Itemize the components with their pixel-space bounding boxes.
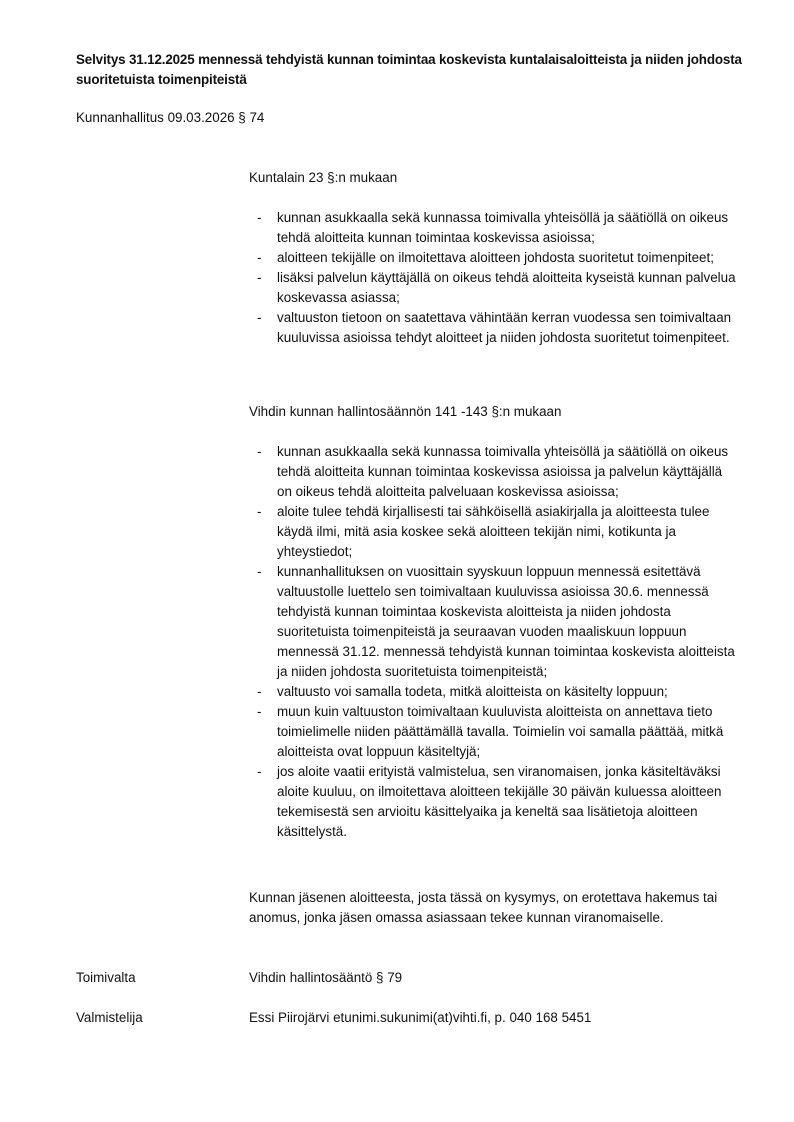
document-title: Selvitys 31.12.2025 mennessä tehdyistä kunnan toimintaa koskevista kuntalaisaloitteista ja niiden johdosta suoritetuista toimenpiteistä xyxy=(76,52,742,87)
dash-bullet: - xyxy=(257,310,262,325)
list-item xyxy=(249,682,739,702)
section1-list xyxy=(249,208,739,348)
list-item xyxy=(249,268,739,308)
list-item-text: aloite tulee tehdä kirjallisesti tai sähköisellä asiakirjalla ja aloitteesta tulee käydä ilmi, mitä asia koskee sekä aloitteen tekijän nimi, kotikunta ja yhteystiedot; xyxy=(277,504,710,559)
list-item-text: jos aloite vaatii erityistä valmistelua, sen viranomaisen, jonka käsiteltäväksi aloite kuuluu, on ilmoitettava aloitteen tekijälle 30 päivän kuluessa aloitteen tekemisestä sen arvioitu käsittelyaika ja keneltä saa lisätietoja aloitteen käsittelystä. xyxy=(277,764,722,839)
list-item-text: kunnan asukkaalla sekä kunnassa toimivalla yhteisöllä ja säätiöllä on oikeus tehdä aloitteita kunnan toimintaa koskevissa asioissa ja palvelun käyttäjällä on oikeus tehdä aloitteita palveluaan koskevissa asioissa; xyxy=(277,444,729,499)
closing-paragraph: Kunnan jäsenen aloitteesta, josta tässä on kysymys, on erotettava hakemus tai anomus, jonka jäsen omassa asiassaan tekee kunnan viranomaiselle. xyxy=(249,890,718,925)
dash-bullet: - xyxy=(257,504,262,519)
list-item xyxy=(249,442,739,502)
list-item-text: aloitteen tekijälle on ilmoitettava aloitteen johdosta suoritetut toimenpiteet; xyxy=(277,250,714,265)
field-label-valmistelija: Valmistelija xyxy=(76,1010,143,1025)
list-item-text: kunnanhallituksen on vuosittain syyskuun loppuun mennessä esitettävä valtuustolle luettelo sen toimivaltaan kuuluvissa asioissa 30.6. mennessä tehdyistä kunnan toimintaa koskevista aloitteista ja niiden johdosta suoritetuista toimenpiteistä ja seuraavan vuoden maaliskuun loppuun mennessä 31.12. mennessä tehdyistä kunnan toimintaa koskevista aloitteista ja niiden johdosta suoritetuista toimenpiteistä; xyxy=(277,564,735,679)
section2-heading: Vihdin kunnan hallintosäännön 141 -143 §:n mukaan xyxy=(249,404,562,419)
field-value-toimivalta: Vihdin hallintosääntö § 79 xyxy=(249,970,403,985)
meeting-reference: Kunnanhallitus 09.03.2026 § 74 xyxy=(76,110,265,125)
list-item-text: valtuuston tietoon on saatettava vähintään kerran vuodessa sen toimivaltaan kuuluvissa asioissa tehdyt aloitteet ja niiden johdosta suoritetut toimenpiteet. xyxy=(277,310,732,345)
list-item xyxy=(249,208,739,248)
list-item-text: lisäksi palvelun käyttäjällä on oikeus tehdä aloitteita kyseistä kunnan palvelua koskevassa asiassa; xyxy=(277,270,736,305)
list-item xyxy=(249,702,739,762)
dash-bullet: - xyxy=(257,684,262,699)
dash-bullet: - xyxy=(257,444,262,459)
field-value-valmistelija: Essi Piirojärvi etunimi.sukunimi(at)vihti.fi, p. 040 168 5451 xyxy=(249,1010,592,1025)
dash-bullet: - xyxy=(257,764,262,779)
section2-list xyxy=(249,442,739,842)
section1-heading: Kuntalain 23 §:n mukaan xyxy=(249,170,398,185)
dash-bullet: - xyxy=(257,270,262,285)
dash-bullet: - xyxy=(257,250,262,265)
list-item xyxy=(249,562,739,682)
list-item-text: kunnan asukkaalla sekä kunnassa toimivalla yhteisöllä ja säätiöllä on oikeus tehdä aloitteita kunnan toimintaa koskevissa asioissa; xyxy=(277,210,729,245)
dash-bullet: - xyxy=(257,704,262,719)
dash-bullet: - xyxy=(257,564,262,579)
list-item-text: muun kuin valtuuston toimivaltaan kuuluvista aloitteista on annettava tieto toimielimelle niiden päättämällä tavalla. Toimielin voi samalla päättää, mitkä aloitteista ovat loppuun käsiteltyjä; xyxy=(277,704,724,759)
list-item xyxy=(249,248,739,268)
list-item xyxy=(249,308,739,348)
list-item-text: valtuusto voi samalla todeta, mitkä aloitteista on käsitelty loppuun; xyxy=(277,684,668,699)
list-item xyxy=(249,502,739,562)
field-label-toimivalta: Toimivalta xyxy=(76,970,136,985)
dash-bullet: - xyxy=(257,210,262,225)
list-item xyxy=(249,762,739,842)
